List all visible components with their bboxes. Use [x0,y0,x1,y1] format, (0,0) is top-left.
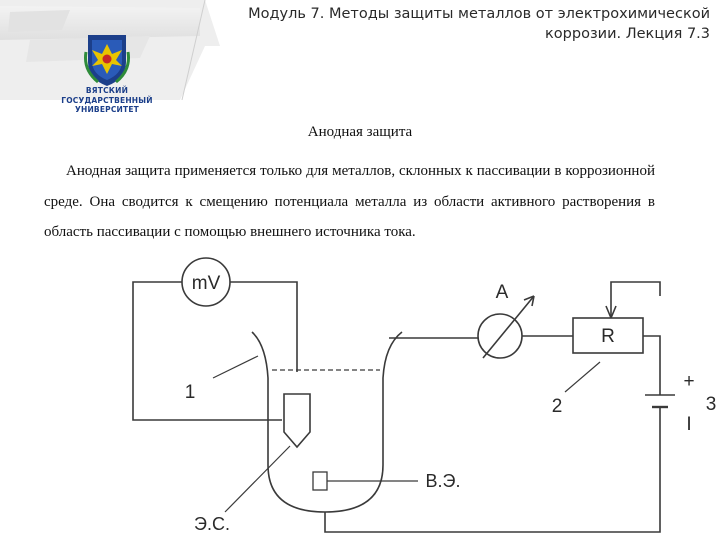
body-paragraph: Анодная защита применяется только для металлов, склонных к пассивации в коррозионной среде. Она сводится к смещению потенциала металла из области активного растворения в область пассивации с помощью внешнего источника тока. [44,163,655,240]
working-electrode [284,394,310,447]
resistor-slider [611,282,660,318]
leader-label-es [225,446,290,512]
ammeter-arrow [483,296,534,358]
leader-label-2 [565,362,600,392]
wire-right-top [643,336,660,395]
university-name-line-1: ВЯТСКИЙ [85,86,129,95]
section-heading: Анодная защита [307,124,413,140]
battery-plus: + [683,371,695,392]
battery-label-3: 3 [705,394,717,415]
university-name-line-3: УНИВЕРСИТЕТ [74,105,139,114]
ammeter [478,314,522,358]
ammeter-label: A [495,282,509,303]
reference-electrode [313,472,327,490]
slide-title [190,4,710,44]
anodic-protection-diagram [120,245,720,540]
reference-electrode-label: В.Э. [425,471,461,491]
resistor-label-2: 2 [551,396,563,417]
coat-of-arms-icon [82,32,132,88]
wire-voltmeter-right [230,282,297,372]
vessel-label-1: 1 [184,382,196,403]
university-name-line-2: ГОСУДАРСТВЕННЫЙ [61,95,153,105]
resistor-label: R [601,326,615,347]
university-name [55,86,159,115]
wire-right-bottom [325,407,660,532]
leader-label-1 [213,356,258,378]
slide-title-line-2: коррозии. Лекция 7.3 [545,26,710,42]
voltmeter-label: mV [191,273,221,294]
working-electrode-label: Э.С. [194,514,230,534]
slide-title-line-1: Модуль 7. Методы защиты металлов от электрохимической [248,6,710,22]
battery-minus: I [686,414,692,435]
